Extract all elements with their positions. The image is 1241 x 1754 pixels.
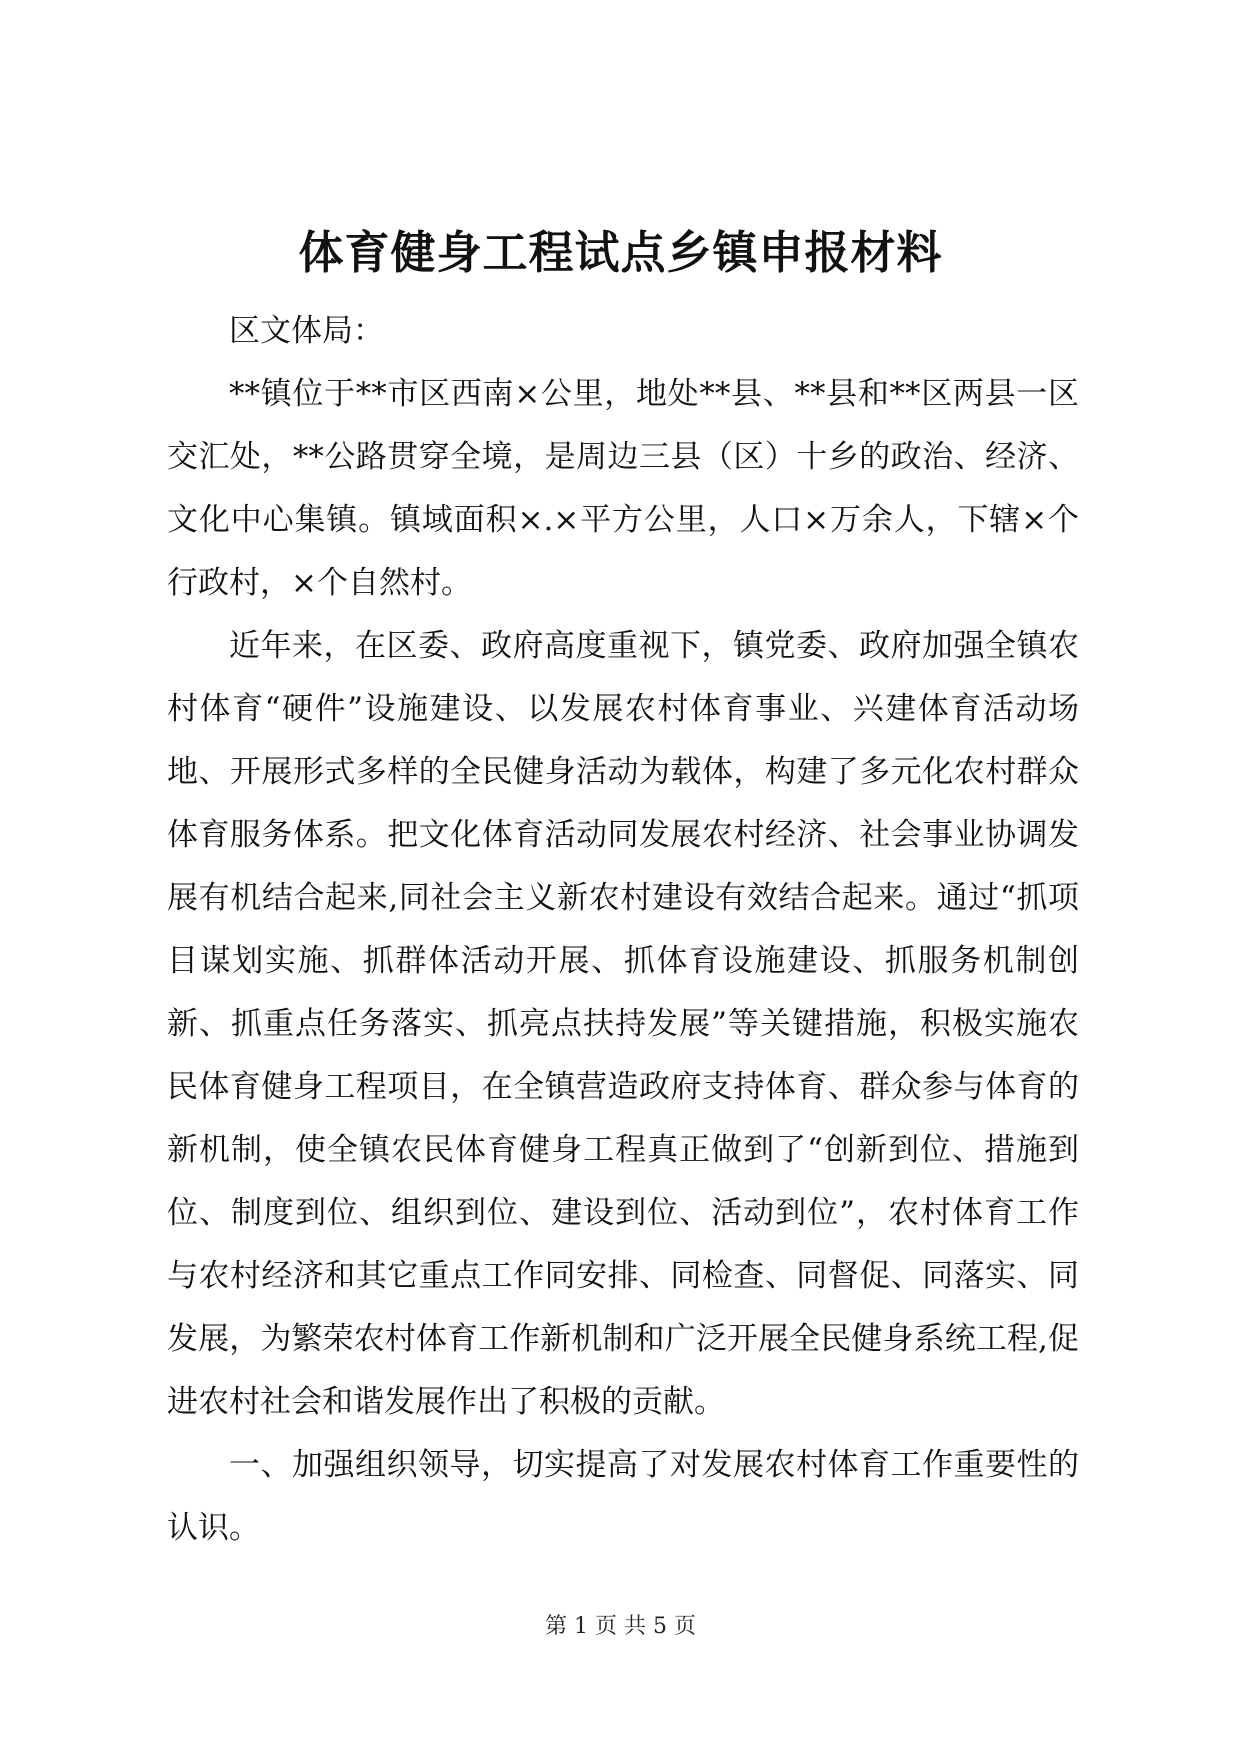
paragraph-intro: **镇位于**市区西南×公里，地处**县、**县和**区两县一区交汇处，**公路贯穿全境，是周边三县（区）十乡的政治、经济、文化中心集镇。镇域面积×.×平方公里，人口×万余人，下辖×个行政村，×个自然村。 (167, 376, 1079, 601)
paragraph-overview: 近年来，在区委、政府高度重视下，镇党委、政府加强全镇农村体育“硬件”设施建设、以发展农村体育事业、兴建体育活动场地、开展形式多样的全民健身活动为载体，构建了多元化农村群众体育服务体系。把文化体育活动同发展农村经济、社会事业协调发展有机结合起来,同社会主义新农村建设有效结合起来。通过“抓项目谋划实施、抓群体活动开展、抓体育设施建设、抓服务机制创新、抓重点任务落实、抓亮点扶持发展”等关键措施，积极实施农民体育健身工程项目，在全镇营造政府支持体育、群众参与体育的新机制，使全镇农民体育健身工程真正做到了“创新到位、措施到位、制度到位、组织到位、建设到位、活动到位”，农村体育工作与农村经济和其它重点工作同安排、同检查、同督促、同落实、同发展，为繁荣农村体育工作新机制和广泛开展全民健身系统工程,促进农村社会和谐发展作出了积极的贡献。 (167, 628, 1079, 1420)
document-body (167, 300, 1079, 1560)
paragraph-section-one: 一、加强组织领导，切实提高了对发展农村体育工作重要性的认识。 (167, 1447, 1079, 1546)
page-footer: 第 1 页 共 5 页 (545, 1614, 696, 1639)
document-title: 体育健身工程试点乡镇申报材料 (298, 226, 943, 279)
salutation: 区文体局： (229, 313, 384, 349)
